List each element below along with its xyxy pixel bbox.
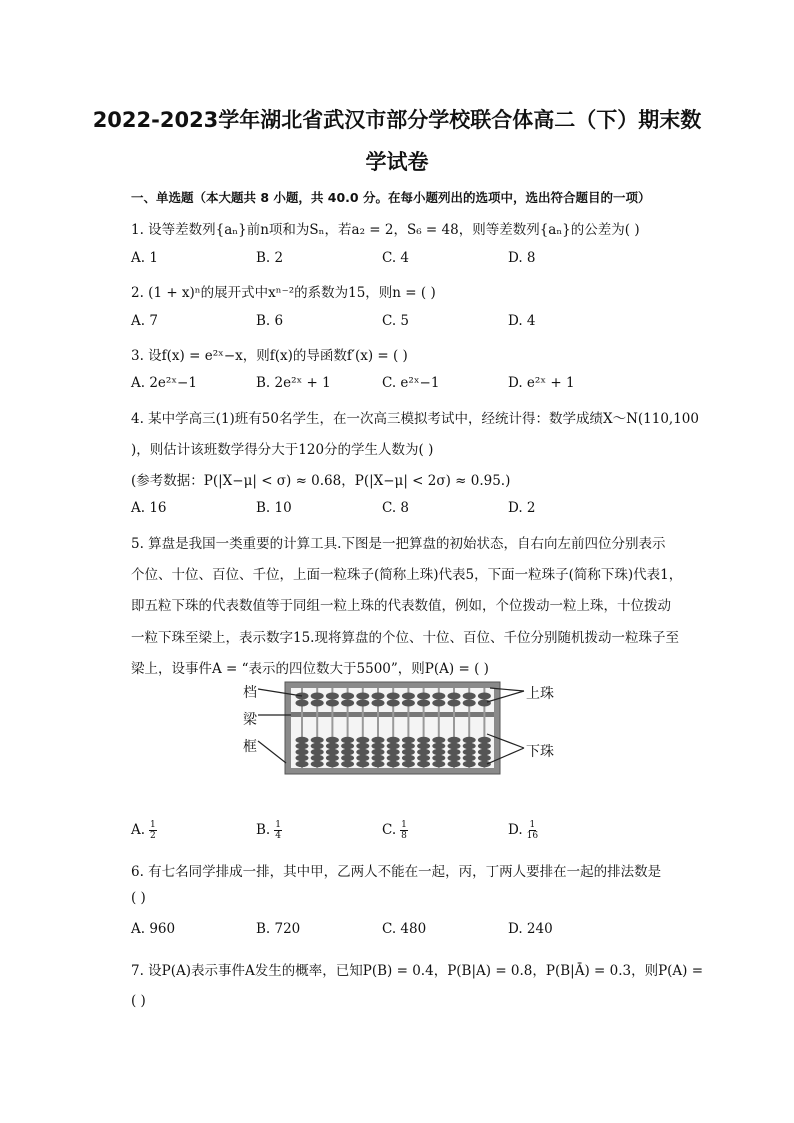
q3-option-c: C. e²ˣ−1: [382, 375, 440, 391]
question-5-line5: 梁上，设事件A = “表示的四位数大于5500”，则P(A) = ( ): [131, 661, 489, 677]
question-5-line4: 一粒下珠至梁上，表示数字15.现将算盘的个位、十位、百位、千位分别随机拨动一粒珠子至: [131, 630, 679, 646]
lower-bead: [448, 755, 461, 761]
upper-bead: [356, 700, 369, 707]
lower-bead: [402, 743, 415, 749]
lower-bead: [448, 749, 461, 755]
lower-bead: [341, 743, 354, 749]
lower-bead: [372, 761, 385, 767]
q1-option-c: C. 4: [382, 250, 410, 266]
lower-bead: [372, 737, 385, 743]
question-4-reference-data: (参考数据：P(|X−μ| < σ) ≈ 0.68，P(|X−μ| < 2σ) ≈ 0.95.): [131, 473, 511, 489]
abacus-label-xiazhu: 下珠: [526, 744, 554, 760]
upper-bead: [387, 700, 400, 707]
q2-option-d: D. 4: [508, 313, 536, 329]
lower-bead: [341, 737, 354, 743]
lower-bead: [463, 743, 476, 749]
q2-option-b: B. 6: [256, 313, 284, 329]
q4-option-b: B. 10: [256, 500, 292, 516]
lower-bead: [417, 737, 430, 743]
abacus-label-liang: 梁: [243, 712, 257, 728]
lower-bead: [417, 749, 430, 755]
lower-bead: [326, 737, 339, 743]
lower-bead: [356, 761, 369, 767]
question-1-stem: 1. 设等差数列{aₙ}前n项和为Sₙ，若a₂ = 2，S₆ = 48，则等差数列{aₙ}的公差为( ): [131, 222, 640, 238]
upper-bead: [311, 700, 324, 707]
q4-option-c: C. 8: [382, 500, 410, 516]
question-7-stem-line2: ( ): [131, 993, 146, 1009]
question-4-stem-line1: 4. 某中学高三(1)班有50名学生，在一次高三模拟考试中，经统计得：数学成绩X～N(110,100: [131, 411, 699, 427]
question-7-stem-line1: 7. 设P(A)表示事件A发生的概率，已知P(B) = 0.4，P(B|A) = 0.8，P(B|Ā) = 0.3，则P(A) =: [131, 963, 704, 979]
upper-bead: [417, 693, 430, 700]
section-heading: 一、单选题（本大题共 8 小题，共 40.0 分。在每小题列出的选项中，选出符合题目的一项）: [131, 190, 651, 205]
pointer-kuang: [258, 741, 286, 763]
question-3-stem: 3. 设f(x) = e²ˣ−x，则f(x)的导函数f′(x) = ( ): [131, 348, 408, 364]
q3-option-d: D. e²ˣ + 1: [508, 375, 575, 391]
lower-bead: [463, 737, 476, 743]
q1-option-d: D. 8: [508, 250, 536, 266]
q6-option-b: B. 720: [256, 921, 301, 937]
upper-bead: [356, 693, 369, 700]
q1-option-a: A. 1: [131, 250, 158, 266]
q3-option-a: A. 2e²ˣ−1: [131, 375, 197, 391]
lower-bead: [326, 743, 339, 749]
q3-option-b: B. 2e²ˣ + 1: [256, 375, 331, 391]
lower-bead: [356, 749, 369, 755]
lower-bead: [478, 755, 491, 761]
question-5-line2: 个位、十位、百位、千位，上面一粒珠子(简称上珠)代表5，下面一粒珠子(简称下珠)代表1，: [131, 567, 683, 583]
lower-bead: [296, 743, 309, 749]
upper-bead: [326, 700, 339, 707]
lower-bead: [448, 737, 461, 743]
abacus-figure: [240, 678, 530, 778]
q6-option-a: A. 960: [131, 921, 176, 937]
abacus-label-kuang: 框: [243, 739, 257, 755]
lower-bead: [448, 761, 461, 767]
lower-bead: [296, 761, 309, 767]
abacus-label-shangzhu: 上珠: [526, 686, 554, 702]
question-6-stem-line1: 6. 有七名同学排成一排，其中甲，乙两人不能在一起，丙，丁两人要排在一起的排法数是: [131, 864, 662, 880]
question-2-stem: 2. (1 + x)ⁿ的展开式中xⁿ⁻²的系数为15，则n = ( ): [131, 285, 436, 301]
upper-bead: [341, 693, 354, 700]
lower-bead: [372, 743, 385, 749]
upper-bead: [448, 693, 461, 700]
upper-bead: [432, 700, 445, 707]
q6-option-d: D. 240: [508, 921, 553, 937]
lower-bead: [387, 755, 400, 761]
upper-bead: [341, 700, 354, 707]
q4-option-d: D. 2: [508, 500, 536, 516]
lower-bead: [432, 749, 445, 755]
upper-bead: [311, 693, 324, 700]
lower-bead: [448, 743, 461, 749]
lower-bead: [402, 737, 415, 743]
exam-title-line2: 学试卷: [365, 150, 429, 174]
lower-bead: [463, 749, 476, 755]
lower-bead: [417, 761, 430, 767]
upper-bead: [296, 700, 309, 707]
lower-bead: [387, 749, 400, 755]
upper-bead: [402, 693, 415, 700]
lower-bead: [402, 749, 415, 755]
q5-option-b: B. $\frac{1}{4}$: [256, 820, 281, 841]
lower-bead: [478, 749, 491, 755]
lower-bead: [326, 761, 339, 767]
q6-option-c: C. 480: [382, 921, 427, 937]
lower-bead: [387, 743, 400, 749]
upper-bead: [372, 700, 385, 707]
q2-option-c: C. 5: [382, 313, 410, 329]
lower-bead: [356, 743, 369, 749]
upper-bead: [463, 693, 476, 700]
lower-bead: [402, 755, 415, 761]
upper-bead: [448, 700, 461, 707]
lower-bead: [326, 749, 339, 755]
lower-bead: [296, 755, 309, 761]
upper-bead: [372, 693, 385, 700]
question-6-stem-line2: ( ): [131, 890, 146, 906]
lower-bead: [311, 755, 324, 761]
lower-bead: [387, 761, 400, 767]
lower-bead: [432, 743, 445, 749]
lower-bead: [341, 749, 354, 755]
lower-bead: [463, 755, 476, 761]
upper-bead: [478, 700, 491, 707]
q2-option-a: A. 7: [131, 313, 158, 329]
question-5-line1: 5. 算盘是我国一类重要的计算工具.下图是一把算盘的初始状态，自右向左前四位分别表示: [131, 536, 666, 552]
lower-bead: [463, 761, 476, 767]
lower-bead: [311, 743, 324, 749]
lower-bead: [341, 761, 354, 767]
lower-bead: [478, 737, 491, 743]
lower-bead: [356, 737, 369, 743]
q1-option-b: B. 2: [256, 250, 284, 266]
lower-bead: [432, 755, 445, 761]
upper-bead: [387, 693, 400, 700]
upper-bead: [432, 693, 445, 700]
lower-bead: [372, 749, 385, 755]
lower-bead: [478, 743, 491, 749]
lower-bead: [326, 755, 339, 761]
lower-bead: [402, 761, 415, 767]
question-4-stem-line2: )，则估计该班数学得分大于120分的学生人数为( ): [131, 442, 434, 458]
abacus-label-dang: 档: [243, 685, 257, 701]
exam-title-line1: 2022-2023学年湖北省武汉市部分学校联合体高二（下）期末数: [92, 108, 702, 132]
lower-bead: [341, 755, 354, 761]
lower-bead: [432, 737, 445, 743]
lower-bead: [432, 761, 445, 767]
lower-bead: [417, 743, 430, 749]
lower-bead: [311, 749, 324, 755]
lower-bead: [296, 749, 309, 755]
lower-bead: [311, 761, 324, 767]
upper-bead: [463, 700, 476, 707]
lower-bead: [356, 755, 369, 761]
upper-bead: [417, 700, 430, 707]
lower-bead: [296, 737, 309, 743]
q4-option-a: A. 16: [131, 500, 167, 516]
upper-bead: [402, 700, 415, 707]
lower-bead: [417, 755, 430, 761]
question-5-line3: 即五粒下珠的代表数值等于同组一粒上珠的代表数值，例如，个位拨动一粒上珠，十位拨动: [131, 598, 671, 614]
lower-bead: [387, 737, 400, 743]
upper-bead: [478, 693, 491, 700]
upper-bead: [326, 693, 339, 700]
lower-bead: [372, 755, 385, 761]
q5-option-a: A. $\frac{1}{2}$: [131, 820, 156, 841]
lower-bead: [478, 761, 491, 767]
lower-bead: [311, 737, 324, 743]
q5-option-d: D. $\frac{1}{16}$: [508, 820, 539, 841]
q5-option-c: C. $\frac{1}{8}$: [382, 820, 407, 841]
